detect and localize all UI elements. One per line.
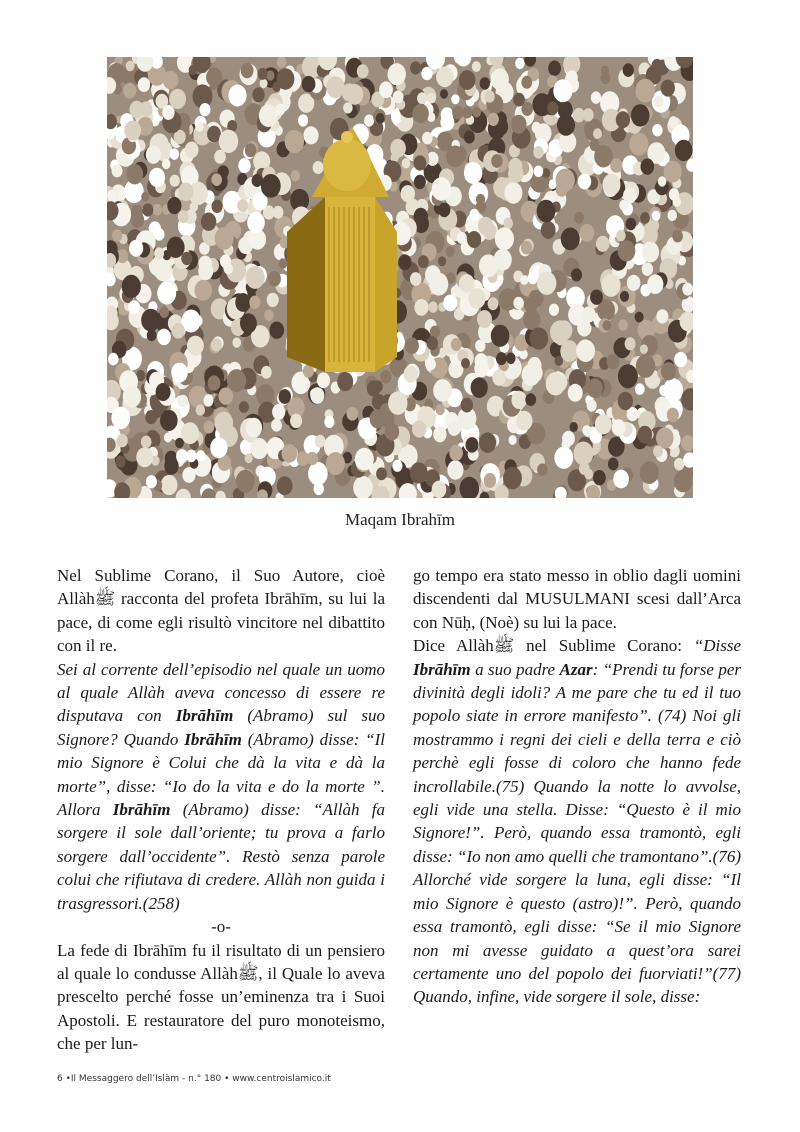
quote-text: : “Prendi tu forse per divinità degli idoli? A me pare che tu ed il tuo popolo siate in errore manifesto”. (74) Noi gli mostrammo i regni dei cieli e della terra e ciò perchè egli fosse di coloro che hanno fede incrollabile.(75) Quando la notte lo avvolse, egli vide una stella. Disse: “Questo è il mio Signore!”. Però, quando essa tramontò, egli disse: “Io non amo quelli che tramontano”.(76) Allorché vide sorgere la luna, egli disse: “Il mio Signore è questo (astro)!”. Però, quando essa tramontò, egli disse: “Se il mio Signore non mi avesse guidato a quest’ora sarei certamente uno del popolo dei fuorviati!”(77) Quando, infine, vide sorgere il sole, disse: xyxy=(413,659,741,1007)
name-ibrahim: Ibrāhīm xyxy=(413,659,471,679)
left-column xyxy=(57,564,385,1056)
quote-text: Sei al corrente dell’episodio nel quale un uomo al quale Allàh aveva concesso di essere re disputava con xyxy=(57,659,385,726)
quran-quote-258 xyxy=(57,658,385,915)
quote-text: (Abramo) sul suo Signore? Quando xyxy=(57,706,385,749)
paragraph-continuation: go tempo era stato messo in oblio dagli uomini discendenti dal MUSULMANI scesi dall’Arca con Nūḥ, (Noè) su lui la pace. xyxy=(413,566,741,632)
name-ibrahim: Ibrāhīm xyxy=(184,729,242,749)
page-footer: 6 •Il Messaggero dell’Islàm - n.° 180 • www.centroislamico.it xyxy=(57,1074,331,1084)
quote-text: a suo padre xyxy=(470,659,560,679)
quote-text: (Abramo) disse: “Il mio Signore è Colui che dà la vita e dà la morte”, disse: “Io do la vita e do la morte ”. Allora xyxy=(57,729,385,820)
name-ibrahim: Ibrāhīm xyxy=(175,706,234,726)
quote-text: “Disse xyxy=(693,636,742,656)
right-column xyxy=(413,564,741,1009)
photo-maqam-ibrahim xyxy=(107,57,693,498)
quote-intro: Dice Allàhﷺ nel Sublime Corano: xyxy=(413,636,694,656)
quran-quote-74-77 xyxy=(413,634,741,1009)
name-azar: Azar xyxy=(559,659,593,679)
crowd-photo xyxy=(107,57,693,498)
section-separator: -o- xyxy=(211,917,231,937)
paragraph-intro: Nel Sublime Corano, il Suo Autore, cioè Allàhﷺ racconta del profeta Ibrāhīm, su lui la pace, di come egli risultò vincitore nel dibattito con il re. xyxy=(57,566,385,656)
photo-caption: Maqam Ibrahīm xyxy=(345,510,455,529)
quote-text: (Abramo) disse: “Allàh fa sorgere il sole dall’oriente; tu prova a farlo sorgere dall’occidente”. Restò senza parole colui che rifiutava di credere. Allàh non guida i trasgressori.(258) xyxy=(57,800,385,913)
name-ibrahim: Ibrāhīm xyxy=(112,800,171,820)
paragraph-faith: La fede di Ibrāhīm fu il risultato di un pensiero al quale lo condusse Allàhﷺ, il Quale lo aveva prescelto perché fosse un’eminenza tra i Suoi Apostoli. E restauratore del puro monoteismo, che per lun- xyxy=(57,940,385,1054)
